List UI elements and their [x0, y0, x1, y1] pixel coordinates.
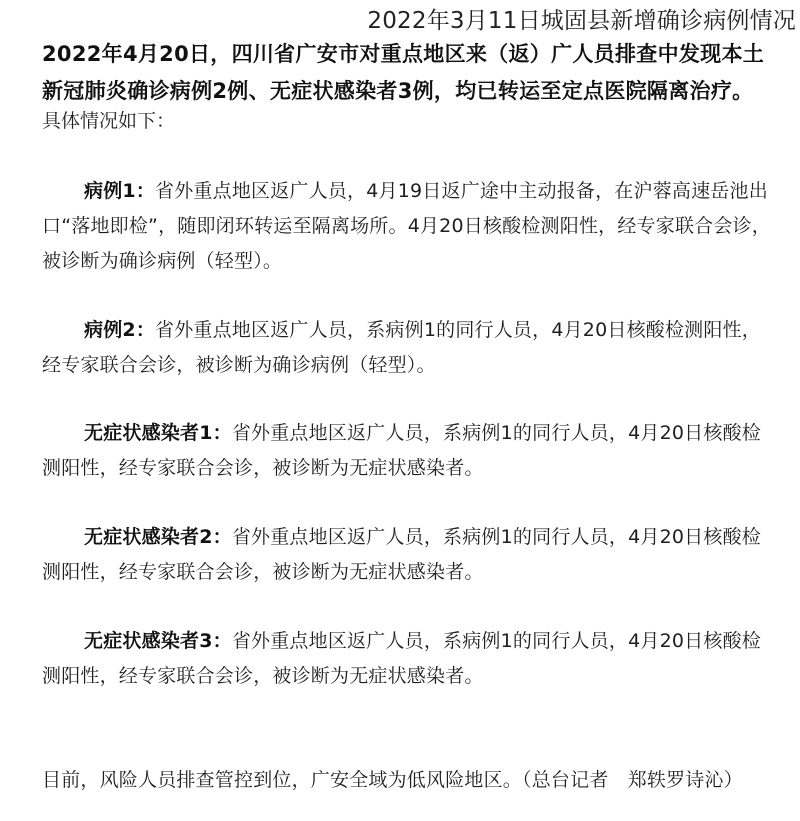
case-paragraph-2 — [42, 313, 778, 383]
closing-paragraph — [42, 728, 778, 798]
case-paragraph-5 — [42, 624, 778, 694]
case-label: 无症状感染者2： — [84, 526, 232, 548]
case-label: 病例2： — [84, 319, 156, 341]
intro-line: 具体情况如下： — [42, 110, 176, 132]
case-paragraph-4 — [42, 520, 778, 590]
case-body: 省外重点地区返广人员，4月19日返广途中主动报备，在沪蓉高速岳池出口“落地即检”，随即闭环转运至隔离场所。4月20日核酸检测阳性，经专家联合会诊，被诊断为确诊病例（轻型）。 — [42, 180, 771, 272]
case-body: 省外重点地区返广人员，系病例1的同行人员，4月20日核酸检测阳性，经专家联合会诊，被诊断为无症状感染者。 — [42, 422, 761, 479]
closing-text: 目前，风险人员排查管控到位，广安全域为低风险地区。（总台记者 郑轶罗诗沁） — [42, 769, 743, 791]
case-label: 病例1： — [84, 180, 156, 202]
headline-paragraph: 2022年4月20日，四川省广安市对重点地区来（返）广人员排查中发现本土新冠肺炎确诊病例2例、无症状感染者3例，均已转运至定点医院隔离治疗。 — [42, 42, 765, 103]
case-body: 省外重点地区返广人员，系病例1的同行人员，4月20日核酸检测阳性，经专家联合会诊，被诊断为无症状感染者。 — [42, 630, 761, 687]
case-paragraph-1 — [42, 174, 778, 279]
case-paragraph-3 — [42, 416, 778, 486]
page-title: 2022年3月11日城固县新增确诊病例情况 — [367, 8, 796, 34]
case-label: 无症状感染者3： — [84, 630, 232, 652]
case-label: 无症状感染者1： — [84, 422, 232, 444]
case-body: 省外重点地区返广人员，系病例1的同行人员，4月20日核酸检测阳性，经专家联合会诊，被诊断为确诊病例（轻型）。 — [42, 319, 761, 376]
case-body: 省外重点地区返广人员，系病例1的同行人员，4月20日核酸检测阳性，经专家联合会诊，被诊断为无症状感染者。 — [42, 526, 761, 583]
